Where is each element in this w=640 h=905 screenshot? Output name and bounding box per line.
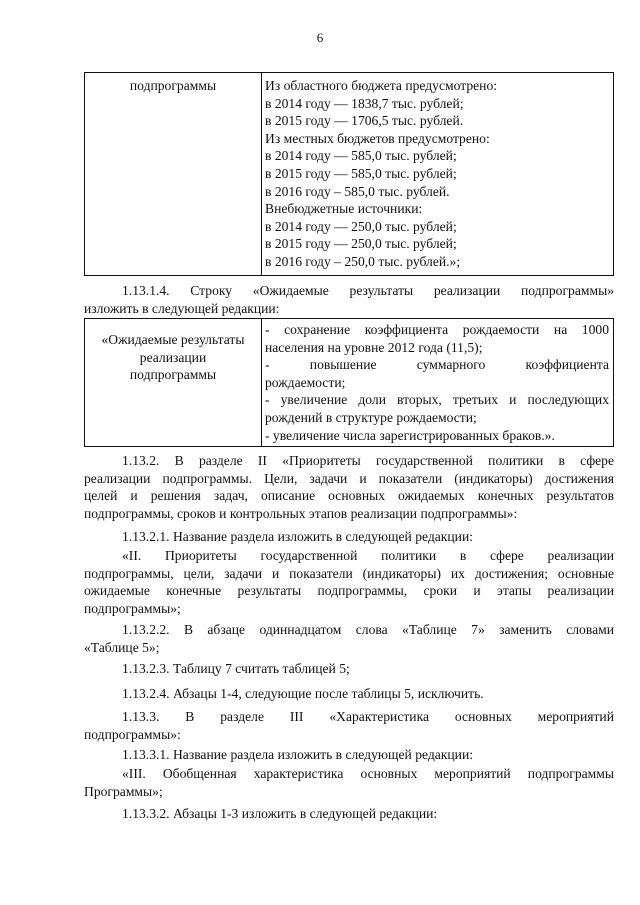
paragraph-1-13-1-4 bbox=[84, 282, 614, 317]
funding-line: в 2015 году — 250,0 тыс. рублей; bbox=[265, 236, 457, 252]
paragraph-1-13-2 bbox=[84, 452, 614, 522]
expected-results-table bbox=[84, 318, 614, 447]
label-line: «Ожидаемые результаты bbox=[101, 332, 245, 347]
text-line: целей и решения задач, описание основных ожидаемых конечных результатов bbox=[84, 488, 614, 504]
paragraph-1-13-2-2 bbox=[84, 621, 614, 656]
paragraph-quote-section-iii bbox=[84, 765, 614, 800]
funding-line: в 2014 году — 1838,7 тыс. рублей; bbox=[265, 95, 464, 111]
funding-line: в 2016 году – 585,0 тыс. рублей. bbox=[265, 183, 450, 199]
result-line: - увеличение доли вторых, третьих и последующих bbox=[265, 392, 609, 408]
expected-results-label bbox=[85, 319, 262, 447]
text-line: 1.13.2.2. В абзаце одиннадцатом слова «Таблице 7» заменить словами bbox=[122, 622, 614, 637]
funding-line: в 2016 году – 250,0 тыс. рублей.»; bbox=[265, 253, 461, 269]
text-line: «II. Приоритеты государственной политики в сфере реализации bbox=[122, 548, 614, 563]
funding-line: в 2014 году — 585,0 тыс. рублей; bbox=[265, 148, 457, 164]
page-number: 6 bbox=[316, 30, 324, 45]
expected-results-values bbox=[262, 319, 614, 447]
paragraph-1-13-2-1 bbox=[84, 528, 614, 546]
funding-line: в 2015 году — 1706,5 тыс. рублей. bbox=[265, 113, 464, 129]
text-line: Программы»; bbox=[84, 783, 163, 799]
text-line: 1.13.3. В разделе III «Характеристика основных мероприятий bbox=[122, 709, 614, 724]
text-line: подпрограммы, цели, задачи и показатели (индикаторы) их достижения; основные bbox=[84, 565, 614, 581]
funding-line: Внебюджетные источники: bbox=[265, 201, 423, 217]
funding-table bbox=[84, 72, 614, 276]
text-line: 1.13.2. В разделе II «Приоритеты государственной политики в сфере bbox=[122, 453, 614, 468]
paragraph-1-13-2-4 bbox=[84, 685, 614, 703]
paragraph-1-13-3-1 bbox=[84, 746, 614, 764]
paragraph-1-13-3 bbox=[84, 708, 614, 743]
funding-line: Из местных бюджетов предусмотрено: bbox=[265, 130, 490, 146]
text-line: 1.13.3.2. Абзацы 1-3 изложить в следующей редакции: bbox=[122, 806, 438, 821]
funding-line: в 2015 году — 585,0 тыс. рублей; bbox=[265, 165, 457, 181]
text-line: 1.13.1.4. Строку «Ожидаемые результаты реализации подпрограммы» bbox=[122, 283, 614, 298]
text-line: изложить в следующей редакции: bbox=[84, 300, 280, 316]
text-line: 1.13.2.4. Абзацы 1-4, следующие после таблицы 5, исключить. bbox=[122, 686, 484, 701]
table-row bbox=[85, 319, 614, 447]
funding-line: Из областного бюджета предусмотрено: bbox=[265, 78, 498, 93]
result-line: - увеличение числа зарегистрированных браков.». bbox=[265, 427, 555, 443]
paragraph-1-13-2-3 bbox=[84, 660, 614, 678]
text-line: 1.13.3.1. Название раздела изложить в следующей редакции: bbox=[122, 747, 474, 762]
result-line: - повышение суммарного коэффициента bbox=[265, 357, 609, 373]
funding-table-values bbox=[262, 73, 614, 276]
text-line: «III. Обобщенная характеристика основных мероприятий подпрограммы bbox=[122, 766, 614, 781]
paragraph-1-13-3-2 bbox=[84, 805, 614, 823]
paragraph-quote-section-ii bbox=[84, 547, 614, 617]
label-line: подпрограммы bbox=[129, 367, 217, 383]
text-line: подпрограммы»: bbox=[84, 726, 181, 742]
text-line: подпрограммы, сроков и контрольных этапов реализации подпрограммы»: bbox=[84, 505, 518, 521]
text-line: «Таблице 5»; bbox=[84, 639, 160, 655]
funding-line: в 2014 году — 250,0 тыс. рублей; bbox=[265, 218, 457, 234]
result-line: - сохранение коэффициента рождаемости на 1000 bbox=[265, 322, 609, 337]
table-row bbox=[85, 73, 614, 276]
result-line: населения на уровне 2012 года (11,5); bbox=[265, 339, 483, 355]
text-line: ожидаемые конечные результаты подпрограммы, сроки и этапы реализации bbox=[84, 583, 614, 599]
result-line: рождаемости; bbox=[265, 374, 346, 390]
funding-table-label: подпрограммы bbox=[85, 73, 262, 276]
text-line: 1.13.2.1. Название раздела изложить в следующей редакции: bbox=[122, 529, 474, 544]
text-line: подпрограммы»; bbox=[84, 600, 181, 616]
text-line: реализации подпрограммы. Цели, задачи и показатели (индикаторы) достижения bbox=[84, 470, 614, 486]
text-line: 1.13.2.3. Таблицу 7 считать таблицей 5; bbox=[122, 661, 350, 676]
result-line: рождений в структуре рождаемости; bbox=[265, 409, 477, 425]
label-line: реализации bbox=[139, 349, 207, 365]
